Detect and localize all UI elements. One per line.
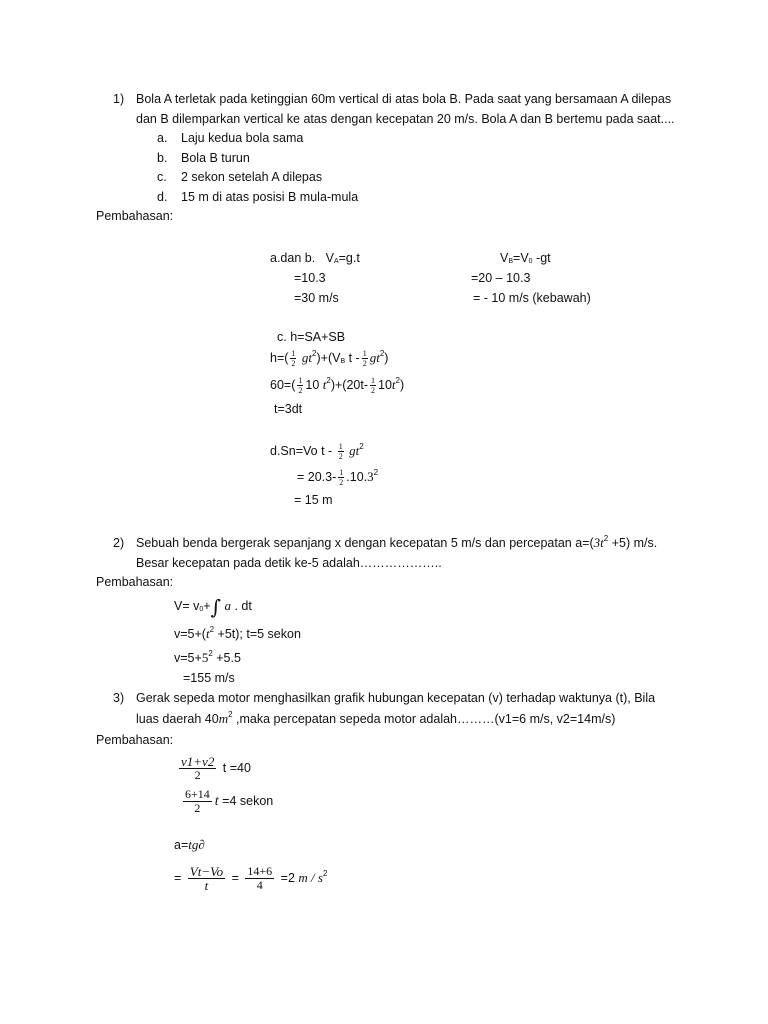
- q1-number: 1): [113, 92, 125, 106]
- q1-option-c-letter: c.: [157, 170, 167, 184]
- q3-fraction-2: $\frac{6+14}{2}$ t =4 sekon: [185, 787, 274, 816]
- q1-vb-step2: =20 – 10.3: [471, 271, 531, 285]
- q3-a-tg: a=tg∂: [174, 837, 205, 852]
- q1-vb-step3: = - 10 m/s (kebawah): [473, 291, 591, 305]
- q1-d-equation: d.Sn=Vo t - $\frac{1}{2}$ $gt^2$: [270, 441, 364, 461]
- q1-60-equation: 60=( $\frac{1}{2}$ 10 $t^2)+(20t-$ $\frac{1}{2}$ $10t^2$): [270, 375, 405, 395]
- q2-v-integral: $V= v_0+\int$ a . dt: [174, 595, 252, 619]
- q1-option-b-letter: b.: [157, 151, 168, 165]
- q1-t-result: t=3dt: [274, 402, 303, 416]
- q3-number: 3): [113, 691, 125, 705]
- q1-vb-formula: $V_B=V_0$ -gt: [500, 251, 551, 265]
- q1-va-step2: =10.3: [294, 271, 326, 285]
- q3-text-line2: luas daerah $40m^2$ ,maka percepatan sepeda motor adalah………(v1=6 m/s, v2=14m/s): [136, 710, 616, 726]
- q3-text-line1: Gerak sepeda motor menghasilkan grafik hubungan kecepatan (v) terhadap waktunya (t), Bila: [136, 691, 656, 705]
- q1-option-a-letter: a.: [157, 131, 168, 145]
- q2-v-result: =155 m/s: [183, 671, 235, 685]
- q2-text-line2: Besar kecepatan pada detik ke-5 adalah………………..: [136, 556, 442, 570]
- q1-va-formula: a.dan b. $V_A=g.t$: [270, 251, 360, 265]
- q1-text-line2: dan B dilemparkan vertical ke atas dengan kecepatan 20 m/s. Bola A dan B bertemu pada saat....: [136, 112, 675, 126]
- q1-va-step3: =30 m/s: [294, 291, 339, 305]
- q3-fraction-1: $\frac{v1+v2}{2}$ t =40: [181, 754, 251, 783]
- q2-pembahasan-label: Pembahasan:: [96, 575, 174, 589]
- q2-v-step3: $v=5+5^2 +5.5$: [174, 649, 241, 665]
- q2-number: 2): [113, 536, 125, 550]
- q1-h-equation: h=( $\frac{1}{2}$ $gt^2)+(V_B$ t - $\frac{1}{2}$ $gt^2$): [270, 348, 389, 368]
- q1-option-b: Bola B turun: [181, 151, 250, 165]
- q2-text-line1: Sebuah benda bergerak sepanjang x dengan kecepatan 5 m/s dan percepatan $a=(3t^2 +5)$ m/s.: [136, 534, 658, 550]
- q3-a-result: = $\frac{Vt-Vo}{t}$ = $\frac{14+6}{4}$ =2 m / $s^2$: [174, 864, 328, 894]
- q1-c-label: c. h=SA+SB: [277, 330, 346, 344]
- q1-option-d: 15 m di atas posisi B mula-mula: [181, 190, 359, 204]
- q2-v-step2: $v=5+(t^2 +5t)$; t=5 sekon: [174, 625, 301, 641]
- q3-pembahasan-label: Pembahasan:: [96, 733, 174, 747]
- q1-option-d-letter: d.: [157, 190, 168, 204]
- q1-d-step2: = 20.3- $\frac{1}{2}$ .10.3$^2$: [297, 467, 379, 487]
- q1-d-step3: = 15 m: [294, 493, 333, 507]
- q1-option-c: 2 sekon setelah A dilepas: [181, 170, 323, 184]
- q1-pembahasan-label: Pembahasan:: [96, 209, 174, 223]
- q1-option-a: Laju kedua bola sama: [181, 131, 304, 145]
- q1-text-line1: Bola A terletak pada ketinggian 60m vertical di atas bola B. Pada saat yang bersamaan A dilepas: [136, 92, 672, 106]
